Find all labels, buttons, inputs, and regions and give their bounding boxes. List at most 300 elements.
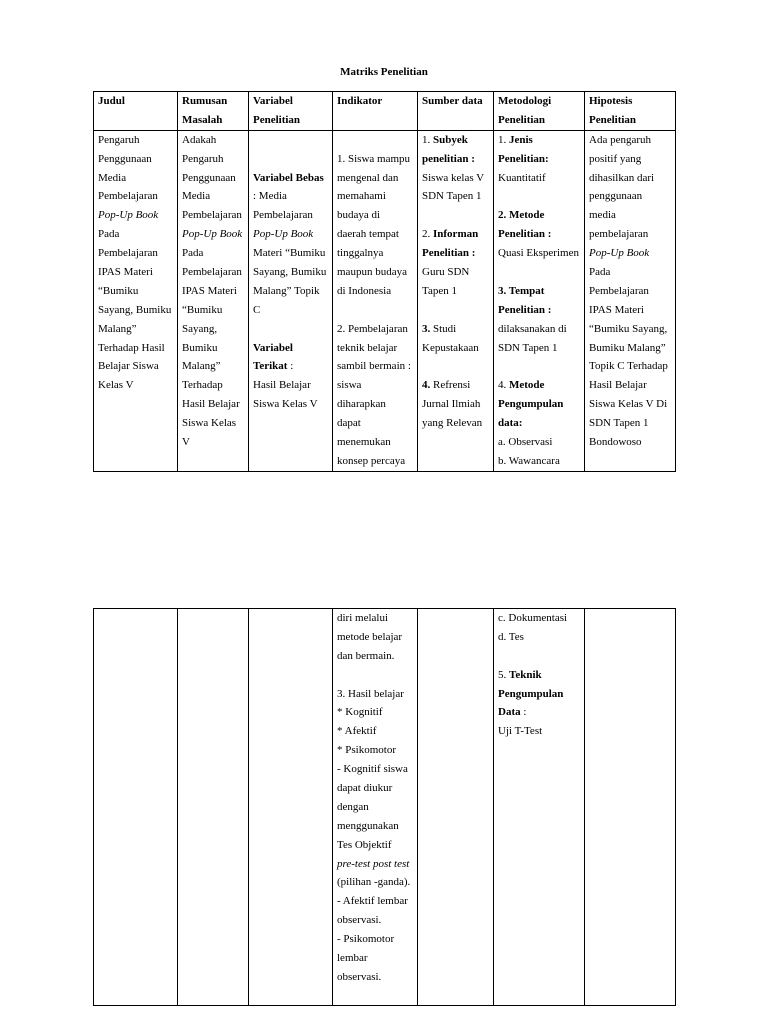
text-run: dan bermain. xyxy=(337,649,395,662)
text-run: Tapen 1 xyxy=(422,284,457,297)
header-line: Metodologi xyxy=(498,95,552,107)
text-run: Sayang, Bumiku xyxy=(253,266,327,279)
text-run: teknik belajar xyxy=(337,341,398,354)
bold-text: 2. Metode xyxy=(498,209,545,222)
text-run: Pembelajaran xyxy=(98,190,158,203)
text-line xyxy=(182,357,245,376)
text-run: lembar xyxy=(337,952,368,965)
cell-variabel-penelitian xyxy=(249,130,333,471)
header-line: Hipotesis xyxy=(589,95,633,107)
text-run: Kelas V xyxy=(98,379,134,392)
text-line xyxy=(498,395,581,414)
text-run: Sayang, Bumiku xyxy=(98,303,172,316)
text-run: : xyxy=(520,706,527,719)
text-line xyxy=(182,244,245,263)
text-run: : Media xyxy=(253,190,287,203)
header-rumusan-masalah xyxy=(178,92,249,131)
text-run: * Psikomotor xyxy=(337,744,396,757)
blank-line xyxy=(422,301,490,320)
bold-text: Jenis xyxy=(509,133,533,146)
text-line xyxy=(589,320,672,339)
text-run: Pembelajaran xyxy=(253,209,313,222)
blank-line xyxy=(498,647,581,666)
cell-metodologi-penelitian-continued xyxy=(494,609,585,1006)
text-line xyxy=(589,357,672,376)
text-run: “Bumiku Sayang, xyxy=(589,322,668,335)
text-run: sambil bermain : xyxy=(337,360,411,373)
text-line xyxy=(98,320,174,339)
blank-line xyxy=(498,187,581,206)
text-line xyxy=(337,320,414,339)
text-run: Tes Objektif xyxy=(337,838,392,851)
text-run: maupun budaya xyxy=(337,266,407,279)
text-line xyxy=(98,357,174,376)
text-line xyxy=(182,225,245,244)
text-line xyxy=(337,339,414,358)
text-line xyxy=(98,150,174,169)
text-run: mengenal dan xyxy=(337,171,399,184)
text-run: “Bumiku xyxy=(182,303,223,316)
text-run: Kuantitatif xyxy=(498,171,546,184)
text-run: Studi xyxy=(430,322,457,335)
text-line xyxy=(182,263,245,282)
header-line: Rumusan xyxy=(182,95,228,107)
research-matrix-table xyxy=(93,91,676,472)
text-line xyxy=(337,685,414,704)
text-run: Penggunaan xyxy=(98,152,152,165)
text-line xyxy=(253,357,329,376)
text-line xyxy=(98,187,174,206)
text-line xyxy=(498,339,581,358)
cell-judul xyxy=(94,130,178,471)
text-run: Topik C Terhadap xyxy=(589,360,668,373)
text-line xyxy=(337,817,414,836)
text-run: dilaksanakan di xyxy=(498,322,567,335)
text-line xyxy=(182,282,245,301)
text-run: * Afektif xyxy=(337,725,377,738)
text-run: Terhadap Hasil xyxy=(98,341,165,354)
text-line xyxy=(337,376,414,395)
text-line xyxy=(337,206,414,225)
text-line xyxy=(253,244,329,263)
text-line xyxy=(182,376,245,395)
text-run: budaya di xyxy=(337,209,381,222)
text-line xyxy=(589,187,672,206)
text-line xyxy=(337,433,414,452)
text-run: Siswa kelas V xyxy=(422,171,485,184)
text-run: * Kognitif xyxy=(337,706,383,719)
cell-hipotesis-penelitian xyxy=(585,130,676,471)
blank-line xyxy=(253,150,329,169)
text-line xyxy=(337,414,414,433)
text-line xyxy=(498,433,581,452)
text-line xyxy=(498,301,581,320)
text-run: Quasi Eksperimen xyxy=(498,247,579,260)
text-line xyxy=(337,452,414,471)
text-run: Pada xyxy=(182,247,204,260)
text-line xyxy=(422,339,490,358)
text-run: Kepustakaan xyxy=(422,341,479,354)
cell-indikator-continued xyxy=(333,609,418,1006)
text-run: Pembelajaran xyxy=(182,209,242,222)
text-run: siswa xyxy=(337,379,362,392)
text-run: a. Observasi xyxy=(498,436,553,449)
text-line xyxy=(589,206,672,225)
text-run: menggunakan xyxy=(337,819,399,832)
blank-line xyxy=(498,357,581,376)
text-run: Media xyxy=(98,171,127,184)
text-run: Siswa Kelas V Di xyxy=(589,398,668,411)
text-line xyxy=(337,647,414,666)
text-run: penggunaan xyxy=(589,190,643,203)
text-run: Jurnal Ilmiah xyxy=(422,398,481,411)
text-run: - Psikomotor xyxy=(337,933,395,946)
bold-text: Informan xyxy=(433,228,479,241)
text-run: Malang” xyxy=(98,322,137,335)
header-line: Indikator xyxy=(337,95,383,107)
cell-hipotesis-penelitian-continued xyxy=(585,609,676,1006)
text-run: SDN Tapen 1 xyxy=(498,341,558,354)
text-line xyxy=(337,282,414,301)
text-run: b. Wawancara xyxy=(498,454,560,467)
text-line xyxy=(337,263,414,282)
cell-sumber-data xyxy=(418,130,494,471)
header-metodologi-penelitian xyxy=(494,92,585,131)
text-line xyxy=(253,339,329,358)
text-line xyxy=(337,628,414,647)
cell-sumber-data-continued xyxy=(418,609,494,1006)
bold-text: 3. xyxy=(422,322,431,335)
text-line xyxy=(182,433,245,452)
text-line xyxy=(498,376,581,395)
bold-text: Teknik xyxy=(509,668,542,681)
blank-line xyxy=(337,301,414,320)
text-run: - Afektif lembar xyxy=(337,895,408,908)
text-line xyxy=(337,836,414,855)
text-line xyxy=(182,414,245,433)
research-matrix-table-continued xyxy=(93,608,676,1006)
text-run: tinggalnya xyxy=(337,247,384,260)
bold-text: Penelitian : xyxy=(498,303,552,316)
text-line xyxy=(182,320,245,339)
text-line xyxy=(337,760,414,779)
text-line xyxy=(98,282,174,301)
text-run: Pada xyxy=(589,266,611,279)
text-run: daerah tempat xyxy=(337,228,399,241)
text-run: : xyxy=(287,360,294,373)
header-line: Penelitian xyxy=(498,113,546,126)
text-line xyxy=(337,722,414,741)
text-line xyxy=(182,187,245,206)
text-line xyxy=(422,395,490,414)
text-line xyxy=(498,320,581,339)
text-line xyxy=(498,282,581,301)
text-line xyxy=(98,225,174,244)
text-run: observasi. xyxy=(337,970,382,983)
bold-text: Variabel xyxy=(253,341,293,354)
text-line xyxy=(498,452,581,471)
text-line xyxy=(337,395,414,414)
text-run: diharapkan xyxy=(337,398,386,411)
italic-text: Pop-Up Book xyxy=(589,247,650,260)
text-line xyxy=(98,131,174,150)
text-run: pembelajaran xyxy=(589,228,649,241)
text-run: SDN Tapen 1 xyxy=(422,190,482,203)
text-line xyxy=(422,187,490,206)
text-line xyxy=(498,206,581,225)
bold-text: Penelitian : xyxy=(498,228,552,241)
text-line xyxy=(498,628,581,647)
page-title: Matriks Penelitian xyxy=(340,66,428,78)
text-line xyxy=(589,150,672,169)
header-hipotesis-penelitian xyxy=(585,92,676,131)
text-line xyxy=(98,206,174,225)
italic-text: Pop-Up Book xyxy=(253,228,314,241)
text-run: Belajar Siswa xyxy=(98,360,159,373)
text-line xyxy=(337,169,414,188)
text-line xyxy=(422,376,490,395)
cell-rumusan-masalah-continued xyxy=(178,609,249,1006)
text-line xyxy=(589,395,672,414)
text-run: dengan xyxy=(337,800,369,813)
text-run: dapat xyxy=(337,417,361,430)
text-line xyxy=(589,225,672,244)
text-run: di Indonesia xyxy=(337,284,392,297)
text-run: 3. Hasil belajar xyxy=(337,687,404,700)
text-run: Bumiku xyxy=(182,341,218,354)
text-line xyxy=(253,225,329,244)
text-line xyxy=(589,301,672,320)
text-line xyxy=(253,301,329,320)
text-line xyxy=(182,206,245,225)
text-run: Terhadap xyxy=(182,379,223,392)
blank-line xyxy=(253,131,329,150)
text-line xyxy=(337,779,414,798)
italic-text: pre-test post test xyxy=(337,857,410,870)
text-line xyxy=(337,609,414,628)
table-row xyxy=(94,130,676,471)
text-line xyxy=(337,873,414,892)
text-run: dapat diukur xyxy=(337,782,393,795)
text-line xyxy=(253,395,329,414)
bold-text: Penelitian : xyxy=(422,247,476,260)
text-line xyxy=(337,798,414,817)
text-line xyxy=(422,225,490,244)
text-line xyxy=(498,131,581,150)
text-line xyxy=(182,150,245,169)
text-line xyxy=(253,282,329,301)
text-line xyxy=(337,357,414,376)
text-run: observasi. xyxy=(337,914,382,927)
italic-text: Pop-Up Book xyxy=(98,209,159,222)
text-run: Materi “Bumiku xyxy=(253,247,326,260)
text-line xyxy=(422,263,490,282)
text-run: 2. xyxy=(422,228,433,241)
text-line xyxy=(337,703,414,722)
text-line xyxy=(98,339,174,358)
text-line xyxy=(498,414,581,433)
text-line xyxy=(98,301,174,320)
text-run: metode belajar xyxy=(337,630,403,643)
text-run: 1. xyxy=(422,133,433,146)
text-run: Uji T-Test xyxy=(498,725,543,738)
text-line xyxy=(337,741,414,760)
bold-text: Terikat xyxy=(253,360,288,373)
text-line xyxy=(182,339,245,358)
blank-line xyxy=(422,357,490,376)
header-row xyxy=(94,92,676,131)
blank-line xyxy=(337,131,414,150)
text-line xyxy=(422,244,490,263)
text-line xyxy=(337,930,414,949)
text-line xyxy=(589,433,672,452)
text-run: Hasil Belajar xyxy=(182,398,240,411)
bold-text: 3. Tempat xyxy=(498,284,545,297)
text-run: Guru SDN xyxy=(422,266,470,279)
text-run: Bumiku Malang” xyxy=(589,341,666,354)
text-line xyxy=(498,244,581,263)
header-line: Penelitian xyxy=(589,113,637,126)
header-line: Judul xyxy=(98,95,125,107)
text-run: Bondowoso xyxy=(589,436,642,449)
text-line xyxy=(337,949,414,968)
text-line xyxy=(253,187,329,206)
bold-text: Variabel Bebas xyxy=(253,171,324,184)
text-run: 4. xyxy=(498,379,509,392)
header-line: Masalah xyxy=(182,113,223,126)
text-run: Ada pengaruh xyxy=(589,133,652,146)
text-line xyxy=(422,131,490,150)
bold-text: data: xyxy=(498,417,523,430)
header-line: Sumber data xyxy=(422,95,483,107)
text-line xyxy=(253,169,329,188)
text-line xyxy=(337,244,414,263)
text-run: Sayang, xyxy=(182,322,218,335)
text-run: Pembelajaran xyxy=(182,266,242,279)
bold-text: Pengumpulan xyxy=(498,687,564,700)
text-line xyxy=(98,169,174,188)
text-line xyxy=(98,376,174,395)
text-line xyxy=(98,244,174,263)
text-run: 5. xyxy=(498,668,509,681)
text-run: Refrensi xyxy=(430,379,471,392)
text-run: “Bumiku xyxy=(98,284,139,297)
text-run: 2. Pembelajaran xyxy=(337,322,408,335)
text-line xyxy=(589,339,672,358)
text-run: IPAS Materi xyxy=(589,303,644,316)
text-line xyxy=(589,376,672,395)
header-judul xyxy=(94,92,178,131)
italic-text: Pop-Up Book xyxy=(182,228,243,241)
text-run: IPAS Materi xyxy=(182,284,237,297)
text-run: menemukan xyxy=(337,436,391,449)
bold-text: penelitian : xyxy=(422,152,475,165)
text-line xyxy=(498,609,581,628)
text-line xyxy=(498,703,581,722)
text-run: V xyxy=(182,436,190,449)
text-line xyxy=(337,187,414,206)
text-line xyxy=(253,263,329,282)
text-run: Hasil Belajar xyxy=(253,379,311,392)
text-line xyxy=(589,244,672,263)
text-run: Siswa Kelas xyxy=(182,417,237,430)
text-line xyxy=(589,414,672,433)
text-run: - Kognitif siswa xyxy=(337,763,408,776)
bold-text: Data xyxy=(498,706,521,719)
text-run: diri melalui xyxy=(337,612,389,624)
text-run: Pada xyxy=(98,228,120,241)
blank-line xyxy=(253,320,329,339)
text-run: Pengaruh xyxy=(182,152,224,165)
text-line xyxy=(589,131,672,150)
text-run: Adakah xyxy=(182,133,217,146)
cell-rumusan-masalah xyxy=(178,130,249,471)
header-line: Penelitian xyxy=(253,113,301,126)
text-run: Siswa Kelas V xyxy=(253,398,318,411)
text-line xyxy=(422,320,490,339)
cell-variabel-penelitian-continued xyxy=(249,609,333,1006)
text-line xyxy=(98,263,174,282)
text-run: Hasil Belajar xyxy=(589,379,647,392)
text-line xyxy=(253,376,329,395)
table-row xyxy=(94,609,676,1006)
header-indikator xyxy=(333,92,418,131)
text-line xyxy=(337,150,414,169)
blank-line xyxy=(337,666,414,685)
text-run: Penggunaan xyxy=(182,171,236,184)
text-line xyxy=(498,722,581,741)
text-run: C xyxy=(253,303,261,316)
bold-text: Subyek xyxy=(433,133,468,146)
cell-metodologi-penelitian xyxy=(494,130,585,471)
text-line xyxy=(589,282,672,301)
text-run: IPAS Materi xyxy=(98,266,153,279)
bold-text: 4. xyxy=(422,379,431,392)
header-line: Variabel xyxy=(253,95,293,107)
text-line xyxy=(422,282,490,301)
text-run: Pembelajaran xyxy=(589,284,649,297)
text-line xyxy=(337,911,414,930)
text-line xyxy=(182,169,245,188)
text-run: c. Dokumentasi xyxy=(498,612,568,624)
text-line xyxy=(589,169,672,188)
text-run: Media xyxy=(182,190,211,203)
text-run: 1. Siswa mampu xyxy=(337,152,411,165)
text-line xyxy=(337,855,414,874)
cell-judul-continued xyxy=(94,609,178,1006)
text-run: (pilihan -ganda). xyxy=(337,876,411,889)
text-line xyxy=(589,263,672,282)
text-run: positif yang xyxy=(589,152,642,165)
text-line xyxy=(253,206,329,225)
text-run: 1. xyxy=(498,133,509,146)
text-line xyxy=(498,666,581,685)
text-line xyxy=(182,301,245,320)
cell-indikator xyxy=(333,130,418,471)
text-run: memahami xyxy=(337,190,386,203)
text-run: Pembelajaran xyxy=(98,247,158,260)
text-run: yang Relevan xyxy=(422,417,483,430)
bold-text: Pengumpulan xyxy=(498,398,564,411)
text-line xyxy=(498,225,581,244)
text-run: media xyxy=(589,209,616,222)
header-variabel-penelitian xyxy=(249,92,333,131)
text-run: Pengaruh xyxy=(98,133,140,146)
text-run: Malang” xyxy=(182,360,221,373)
text-line xyxy=(498,150,581,169)
header-sumber-data xyxy=(418,92,494,131)
bold-text: Metode xyxy=(509,379,545,392)
